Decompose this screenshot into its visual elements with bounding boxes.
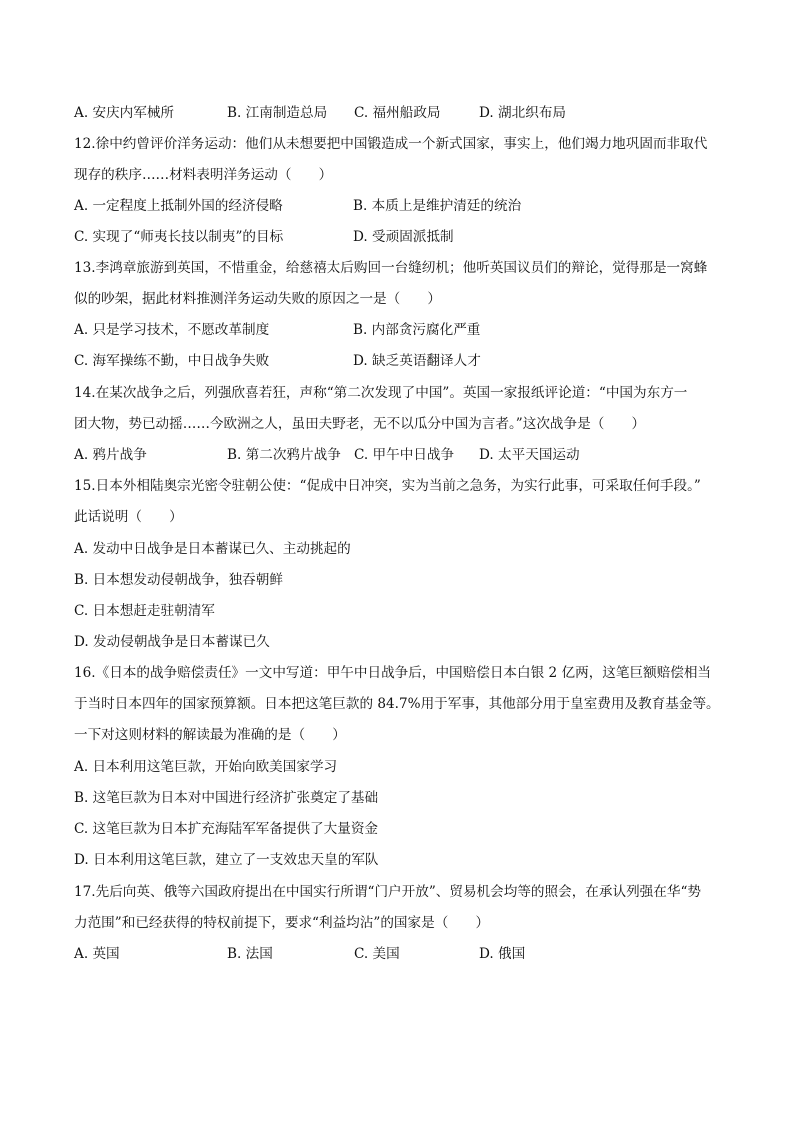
q13-option-a: A. 只是学习技术，不愿改革制度 <box>74 322 270 338</box>
q16-option-c: C. 这笔巨款为日本扩充海陆军军备提供了大量资金 <box>74 821 379 837</box>
q13-option-c: C. 海军操练不勤，中日战争失败 <box>74 353 270 369</box>
q13-option-d: D. 缺乏英语翻译人才 <box>353 353 481 369</box>
q17-option-c: C. 美国 <box>354 946 400 962</box>
q11-option-a: A. 安庆内军械所 <box>74 105 175 121</box>
q14-option-b: B. 第二次鸦片战争 <box>227 447 341 463</box>
q12-option-d: D. 受顽固派抵制 <box>353 229 454 245</box>
q14-option-c: C. 甲午中日战争 <box>354 447 455 463</box>
q15-option-a: A. 发动中日战争是日本蓄谋已久、主动挑起的 <box>74 541 351 557</box>
q16-option-a: A. 日本利用这笔巨款，开始向欧美国家学习 <box>74 759 338 775</box>
q16-stem-line1: 16.《日本的战争赔偿责任》一文中写道：甲午中日战争后，中国赔偿日本白银 2 亿两，这笔巨额赔偿相当 <box>74 665 712 681</box>
q12-stem-line1: 12.徐中约曾评价洋务运动：他们从未想要把中国锻造成一个新式国家，事实上，他们竭力地巩固而非取代 <box>74 136 708 152</box>
q17-option-a: A. 英国 <box>74 946 120 962</box>
q13-option-b: B. 内部贪污腐化严重 <box>353 322 481 338</box>
q11-option-c: C. 福州船政局 <box>354 105 441 121</box>
q12-option-b: B. 本质上是维护清廷的统治 <box>353 198 522 214</box>
q17-stem-line1: 17.先后向英、俄等六国政府提出在中国实行所谓“门户开放”、贸易机会均等的照会，在承认列强在华“势 <box>74 884 701 900</box>
q15-option-b: B. 日本想发动侵朝战争，独吞朝鲜 <box>74 572 283 588</box>
q16-stem-line3: 一下对这则材料的解读最为准确的是（ ） <box>74 727 346 743</box>
q15-option-d: D. 发动侵朝战争是日本蓄谋已久 <box>74 634 270 650</box>
q15-stem-line1: 15.日本外相陆奥宗光密令驻朝公使：“促成中日冲突，实为当前之急务，为实行此事，可采取任何手段。” <box>74 478 701 494</box>
q17-option-d: D. 俄国 <box>479 946 526 962</box>
q15-stem-line2: 此话说明（ ） <box>74 509 183 525</box>
q16-option-b: B. 这笔巨款为日本对中国进行经济扩张奠定了基础 <box>74 790 379 806</box>
q16-stem-line2: 于当时日本四年的国家预算额。日本把这笔巨款的 84.7%用于军事，其他部分用于皇室费用及教育基金等。 <box>74 696 720 712</box>
q14-stem-line2: 团大物，势已动摇……今欧洲之人，虽田夫野老，无不以瓜分中国为言者。”这次战争是（ ） <box>74 416 646 432</box>
q12-option-c: C. 实现了“师夷长技以制夷”的目标 <box>74 229 284 245</box>
q17-stem-line2: 力范围”和已经获得的特权前提下，要求“利益均沾”的国家是（ ） <box>74 915 490 931</box>
q11-option-b: B. 江南制造总局 <box>227 105 328 121</box>
q16-option-d: D. 日本利用这笔巨款，建立了一支效忠天皇的军队 <box>74 852 379 868</box>
q15-option-c: C. 日本想赶走驻朝清军 <box>74 603 215 619</box>
q17-option-b: B. 法国 <box>227 946 273 962</box>
q14-option-a: A. 鸦片战争 <box>74 447 147 463</box>
q11-option-d: D. 湖北织布局 <box>479 105 567 121</box>
q14-option-d: D. 太平天国运动 <box>479 447 580 463</box>
q13-stem-line1: 13.李鸿章旅游到英国，不惜重金，给慈禧太后购回一台缝纫机；他听英国议员们的辩论，觉得那是一窝蜂 <box>74 260 708 276</box>
q12-option-a: A. 一定程度上抵制外国的经济侵略 <box>74 198 283 214</box>
q14-stem-line1: 14.在某次战争之后，列强欣喜若狂，声称“第二次发现了中国”。英国一家报纸评论道：“中国为东方一 <box>74 385 688 401</box>
q13-stem-line2: 似的吵架，据此材料推测洋务运动失败的原因之一是（ ） <box>74 291 442 307</box>
q12-stem-line2: 现存的秩序……材料表明洋务运动（ ） <box>74 167 333 183</box>
